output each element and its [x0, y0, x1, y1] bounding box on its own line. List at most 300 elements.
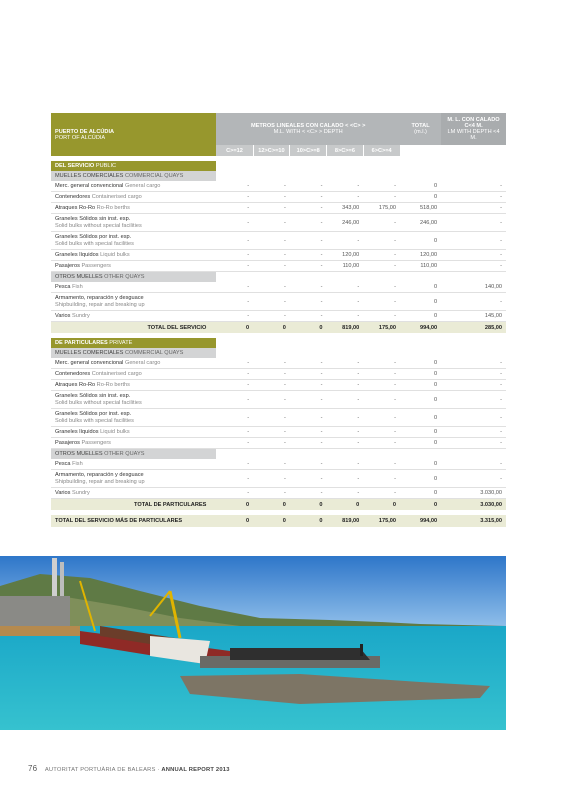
row-value: -	[327, 391, 364, 409]
row-value: 0	[400, 293, 441, 311]
table-row	[51, 192, 506, 203]
row-value: -	[363, 250, 400, 261]
section-total-value: 994,00	[400, 322, 441, 334]
blank-cell	[216, 449, 506, 460]
row-label-es: Contenedores	[55, 193, 91, 200]
footer-report: ANNUAL REPORT 2013	[161, 767, 230, 773]
row-value: 110,00	[327, 261, 364, 272]
row-label	[51, 470, 216, 488]
section-title-en: PRIVATE	[109, 340, 133, 346]
row-value: -	[253, 380, 290, 391]
row-value: -	[253, 358, 290, 369]
row-value: -	[327, 488, 364, 499]
row-value: -	[253, 214, 290, 232]
group-header-row	[51, 272, 506, 283]
linear-metres-en: M.L. WITH < <C> > DEPTH	[273, 129, 343, 135]
row-value: 518,00	[400, 203, 441, 214]
table-body	[51, 161, 506, 527]
row-value: -	[363, 261, 400, 272]
row-value: -	[363, 470, 400, 488]
row-value: -	[363, 232, 400, 250]
row-label-en: Ro-Ro berths	[96, 381, 130, 388]
section-total-value: 0	[400, 499, 441, 511]
row-label	[51, 232, 216, 250]
row-value: -	[216, 369, 253, 380]
row-label-en: Solid bulks without special facilities	[55, 222, 142, 229]
row-value: -	[290, 192, 327, 203]
row-value: -	[441, 250, 506, 261]
row-value: -	[253, 261, 290, 272]
table-row	[51, 438, 506, 449]
grand-total-value: 175,00	[363, 515, 400, 527]
table-row	[51, 232, 506, 250]
blank-cell	[216, 348, 506, 358]
group-header-row	[51, 348, 506, 358]
port-photo	[0, 556, 506, 730]
row-value: 110,00	[400, 261, 441, 272]
row-value: 0	[400, 427, 441, 438]
row-value: 0	[400, 470, 441, 488]
table-row	[51, 261, 506, 272]
page-number: 76	[28, 764, 38, 773]
row-value: -	[290, 369, 327, 380]
table-row	[51, 459, 506, 470]
row-label	[51, 181, 216, 192]
row-label-en: Shipbuilding, repair and breaking up	[55, 478, 145, 485]
row-label-es: Atraques Ro-Ro	[55, 204, 96, 211]
row-label-es: Merc. general convencional	[55, 359, 124, 366]
row-value: -	[216, 459, 253, 470]
section-total-row	[51, 499, 506, 511]
row-label	[51, 192, 216, 203]
row-value: 120,00	[327, 250, 364, 261]
blank-cell	[216, 161, 506, 171]
table-row	[51, 470, 506, 488]
section-total-value: 819,00	[327, 322, 364, 334]
row-label-es: Graneles Sólidos sin inst. esp.	[55, 392, 131, 399]
row-value: -	[327, 232, 364, 250]
row-label-en: Containerised cargo	[91, 370, 142, 377]
row-value: -	[327, 427, 364, 438]
row-value: -	[363, 380, 400, 391]
row-value: -	[363, 181, 400, 192]
row-value: -	[363, 427, 400, 438]
port-name-es: PUERTO DE ALCÚDIA	[55, 128, 115, 135]
row-value: -	[290, 427, 327, 438]
row-label	[51, 203, 216, 214]
row-value: -	[441, 427, 506, 438]
section-title-es: DE PARTICULARES	[55, 340, 108, 346]
row-label-es: Varios	[55, 489, 71, 496]
grand-total-value: 0	[253, 515, 290, 527]
row-value: -	[327, 282, 364, 293]
row-value: -	[216, 293, 253, 311]
row-value: -	[253, 250, 290, 261]
row-value: -	[290, 261, 327, 272]
row-value: -	[363, 282, 400, 293]
group-title-en: COMMERCIAL QUAYS	[124, 173, 184, 179]
row-value: -	[290, 282, 327, 293]
row-value: -	[327, 181, 364, 192]
table-row	[51, 214, 506, 232]
row-value: -	[216, 311, 253, 322]
row-label-es: Atraques Ro-Ro	[55, 381, 96, 388]
header-row	[51, 113, 506, 145]
row-label	[51, 311, 216, 322]
row-value: -	[216, 181, 253, 192]
row-label-en: Liquid bulks	[100, 428, 130, 435]
section-total-value: 0	[216, 499, 253, 511]
row-label-es: Pesca	[55, 283, 71, 290]
row-label-es: Contenedores	[55, 370, 91, 377]
grand-total-value: 3.315,00	[441, 515, 506, 527]
table-row	[51, 181, 506, 192]
section-title-en: PUBLIC	[95, 163, 117, 169]
table-row	[51, 488, 506, 499]
row-value: -	[327, 438, 364, 449]
row-value: -	[290, 391, 327, 409]
row-value: -	[253, 192, 290, 203]
row-label	[51, 369, 216, 380]
row-value: -	[327, 358, 364, 369]
row-value: -	[327, 380, 364, 391]
row-value: -	[290, 293, 327, 311]
row-value: 140,00	[441, 282, 506, 293]
total-header-en: (m.l.)	[414, 129, 427, 135]
row-label-en: General cargo	[124, 359, 161, 366]
row-value: -	[216, 470, 253, 488]
row-value: -	[290, 409, 327, 427]
row-label-en: Shipbuilding, repair and breaking up	[55, 301, 145, 308]
row-label	[51, 427, 216, 438]
group-header-row	[51, 449, 506, 460]
row-label-en: Liquid bulks	[100, 251, 130, 258]
row-value: -	[290, 358, 327, 369]
row-label-es: Pasajeros	[55, 262, 80, 269]
blank-header-cell	[441, 145, 506, 156]
row-label-en: Solid bulks with special facilities	[55, 240, 134, 247]
row-value: -	[327, 459, 364, 470]
row-label-es: Graneles líquidos	[55, 251, 99, 258]
row-label	[51, 380, 216, 391]
port-photo-illustration	[0, 556, 506, 730]
row-value: -	[253, 427, 290, 438]
row-value: -	[290, 311, 327, 322]
table-row	[51, 282, 506, 293]
row-label-en: Fish	[72, 283, 83, 290]
section-total-value: 0	[363, 499, 400, 511]
depth-col-header: 6>C>=4	[363, 145, 400, 156]
row-value: -	[363, 488, 400, 499]
row-value: -	[253, 203, 290, 214]
row-value: -	[441, 380, 506, 391]
row-label	[51, 488, 216, 499]
row-value: -	[216, 358, 253, 369]
group-title-es: MUELLES COMERCIALES	[55, 173, 124, 179]
row-value: -	[290, 214, 327, 232]
row-value: -	[216, 391, 253, 409]
row-value: -	[253, 470, 290, 488]
row-label-en: Solid bulks with special facilities	[55, 417, 134, 424]
row-label-es: Graneles líquidos	[55, 428, 99, 435]
shallow-header-en: LM WITH DEPTH <4 M.	[447, 129, 500, 141]
grand-total-value: 994,00	[400, 515, 441, 527]
row-value: -	[253, 369, 290, 380]
row-value: -	[327, 470, 364, 488]
row-value: -	[441, 391, 506, 409]
row-label-es: Graneles Sólidos por inst. esp.	[55, 233, 132, 240]
grand-total-label: TOTAL DEL SERVICIO MÁS DE PARTICULARES	[51, 515, 216, 527]
row-value: -	[363, 438, 400, 449]
grand-total-value: 819,00	[327, 515, 364, 527]
row-value: -	[253, 181, 290, 192]
row-value: -	[327, 369, 364, 380]
port-name-en: PORT OF ALCÚDIA	[55, 134, 106, 141]
row-value: -	[290, 459, 327, 470]
total-header-es: TOTAL	[411, 123, 430, 129]
row-label-en: Sundry	[72, 489, 90, 496]
table-row	[51, 311, 506, 322]
row-value: 0	[400, 438, 441, 449]
row-label-es: Merc. general convencional	[55, 182, 124, 189]
depth-col-header: 10>C>=8	[290, 145, 327, 156]
row-value: -	[253, 459, 290, 470]
row-value: -	[363, 214, 400, 232]
row-label-es: Varios	[55, 312, 71, 319]
row-value: -	[253, 438, 290, 449]
section-total-value: 0	[253, 322, 290, 334]
row-value: -	[290, 470, 327, 488]
group-title-en: OTHER QUAYS	[104, 274, 145, 280]
row-value: -	[327, 293, 364, 311]
row-value: -	[363, 192, 400, 203]
section-total-label: TOTAL DEL SERVICIO	[51, 322, 216, 334]
row-value: -	[441, 358, 506, 369]
page-footer	[28, 764, 230, 773]
row-value: -	[363, 293, 400, 311]
grand-total-row	[51, 515, 506, 527]
row-value: -	[441, 261, 506, 272]
row-value: -	[441, 293, 506, 311]
row-label-es: Graneles Sólidos por inst. esp.	[55, 410, 132, 417]
row-label	[51, 282, 216, 293]
table-row	[51, 358, 506, 369]
shallow-header-es: M. L. CON CALADO C<4 M.	[447, 117, 500, 129]
section-total-value: 175,00	[363, 322, 400, 334]
table-row	[51, 409, 506, 427]
linear-metres-es: METROS LINEALES CON CALADO < <C> >	[250, 123, 366, 129]
row-label-en: Containerised cargo	[91, 193, 142, 200]
row-value: -	[441, 369, 506, 380]
row-value: -	[253, 311, 290, 322]
row-label	[51, 391, 216, 409]
row-value: -	[290, 232, 327, 250]
grand-total-value: 0	[290, 515, 327, 527]
row-label	[51, 293, 216, 311]
row-value: 0	[400, 232, 441, 250]
row-value: -	[216, 192, 253, 203]
row-label-en: Sundry	[72, 312, 90, 319]
row-value: -	[216, 282, 253, 293]
row-value: 0	[400, 282, 441, 293]
row-value: -	[216, 409, 253, 427]
row-label	[51, 358, 216, 369]
section-header-row	[51, 338, 506, 348]
row-value: -	[441, 438, 506, 449]
row-value: -	[327, 311, 364, 322]
group-title-en: OTHER QUAYS	[104, 451, 145, 457]
grand-total-value: 0	[216, 515, 253, 527]
row-value: -	[363, 459, 400, 470]
group-title-es: OTROS MUELLES	[55, 451, 103, 457]
row-value: 145,00	[441, 311, 506, 322]
row-value: -	[290, 250, 327, 261]
row-value: 0	[400, 369, 441, 380]
depth-col-header: 8>C>=6	[327, 145, 364, 156]
row-value: -	[363, 358, 400, 369]
row-value: -	[290, 181, 327, 192]
row-value: -	[253, 282, 290, 293]
section-title	[51, 161, 216, 171]
section-title	[51, 338, 216, 348]
port-quays-table	[51, 113, 506, 527]
row-label	[51, 261, 216, 272]
row-value: 0	[400, 459, 441, 470]
row-value: -	[441, 459, 506, 470]
row-value: -	[290, 488, 327, 499]
row-label-en: Passengers	[81, 262, 111, 269]
depth-col-header: 12>C>=10	[253, 145, 290, 156]
row-label-en: General cargo	[124, 182, 161, 189]
row-value: 246,00	[400, 214, 441, 232]
row-value: -	[216, 438, 253, 449]
row-label	[51, 409, 216, 427]
footer-org: AUTORITAT PORTUÀRIA DE BALEARS	[44, 767, 156, 773]
group-title-es: OTROS MUELLES	[55, 274, 103, 280]
section-total-value: 3.030,00	[441, 499, 506, 511]
row-value: -	[441, 470, 506, 488]
row-value: 0	[400, 311, 441, 322]
row-value: -	[216, 380, 253, 391]
blank-cell	[216, 272, 506, 283]
row-value: 343,00	[327, 203, 364, 214]
row-value: 0	[400, 192, 441, 203]
row-value: 0	[400, 409, 441, 427]
row-value: 0	[400, 380, 441, 391]
row-label	[51, 459, 216, 470]
group-header-row	[51, 171, 506, 181]
section-total-label: TOTAL DE PARTICULARES	[51, 499, 216, 511]
row-value: -	[363, 311, 400, 322]
section-total-value: 0	[290, 322, 327, 334]
row-value: -	[216, 250, 253, 261]
row-label-es: Pesca	[55, 460, 71, 467]
blank-cell	[216, 171, 506, 181]
group-title	[51, 272, 216, 283]
row-label-es: Armamento, reparación y desguace	[55, 471, 144, 478]
row-value: -	[253, 232, 290, 250]
group-title-en: COMMERCIAL QUAYS	[124, 350, 184, 356]
linear-metres-header	[216, 113, 400, 145]
row-value: 0	[400, 358, 441, 369]
row-label-en: Solid bulks without special facilities	[55, 399, 142, 406]
row-label	[51, 250, 216, 261]
section-total-row	[51, 322, 506, 334]
port-header	[51, 113, 216, 156]
depth-col-header: C>=12	[216, 145, 253, 156]
table-row	[51, 250, 506, 261]
row-value: -	[327, 409, 364, 427]
group-title	[51, 348, 216, 358]
row-value: -	[253, 409, 290, 427]
table-row	[51, 369, 506, 380]
row-value: -	[216, 261, 253, 272]
section-total-value: 0	[327, 499, 364, 511]
row-value: -	[363, 409, 400, 427]
row-value: 246,00	[327, 214, 364, 232]
row-value: -	[290, 438, 327, 449]
section-title-es: DEL SERVICIO	[55, 163, 95, 169]
row-value: 0	[400, 391, 441, 409]
section-header-row	[51, 161, 506, 171]
table-row	[51, 391, 506, 409]
row-label-es: Graneles Sólidos sin inst. esp.	[55, 215, 131, 222]
row-value: -	[290, 203, 327, 214]
row-value: 175,00	[363, 203, 400, 214]
row-value: -	[216, 214, 253, 232]
row-value: -	[441, 192, 506, 203]
row-value: -	[441, 214, 506, 232]
row-value: -	[363, 369, 400, 380]
section-total-value: 0	[216, 322, 253, 334]
row-value: -	[327, 192, 364, 203]
row-value: -	[290, 380, 327, 391]
row-value: -	[253, 391, 290, 409]
row-value: 0	[400, 488, 441, 499]
row-value: 0	[400, 181, 441, 192]
row-value: -	[441, 181, 506, 192]
row-value: -	[441, 203, 506, 214]
table-row	[51, 380, 506, 391]
total-header	[400, 113, 441, 145]
row-label-es: Pasajeros	[55, 439, 80, 446]
row-label	[51, 214, 216, 232]
row-value: 120,00	[400, 250, 441, 261]
row-value: -	[441, 232, 506, 250]
row-value: -	[253, 488, 290, 499]
row-label-en: Fish	[72, 460, 83, 467]
row-label-en: Ro-Ro berths	[96, 204, 130, 211]
row-value: -	[216, 232, 253, 250]
section-total-value: 285,00	[441, 322, 506, 334]
blank-cell	[216, 338, 506, 348]
section-total-value: 0	[290, 499, 327, 511]
row-value: -	[216, 427, 253, 438]
row-value: -	[441, 409, 506, 427]
row-value: -	[363, 391, 400, 409]
blank-header-cell	[400, 145, 441, 156]
group-title	[51, 171, 216, 181]
group-title-es: MUELLES COMERCIALES	[55, 350, 124, 356]
port-quays-table-container	[51, 113, 506, 527]
row-label-en: Passengers	[81, 439, 111, 446]
row-value: -	[216, 488, 253, 499]
table-row	[51, 293, 506, 311]
row-label-es: Armamento, reparación y desguace	[55, 294, 144, 301]
row-value: -	[253, 293, 290, 311]
row-value: -	[216, 203, 253, 214]
table-row	[51, 427, 506, 438]
